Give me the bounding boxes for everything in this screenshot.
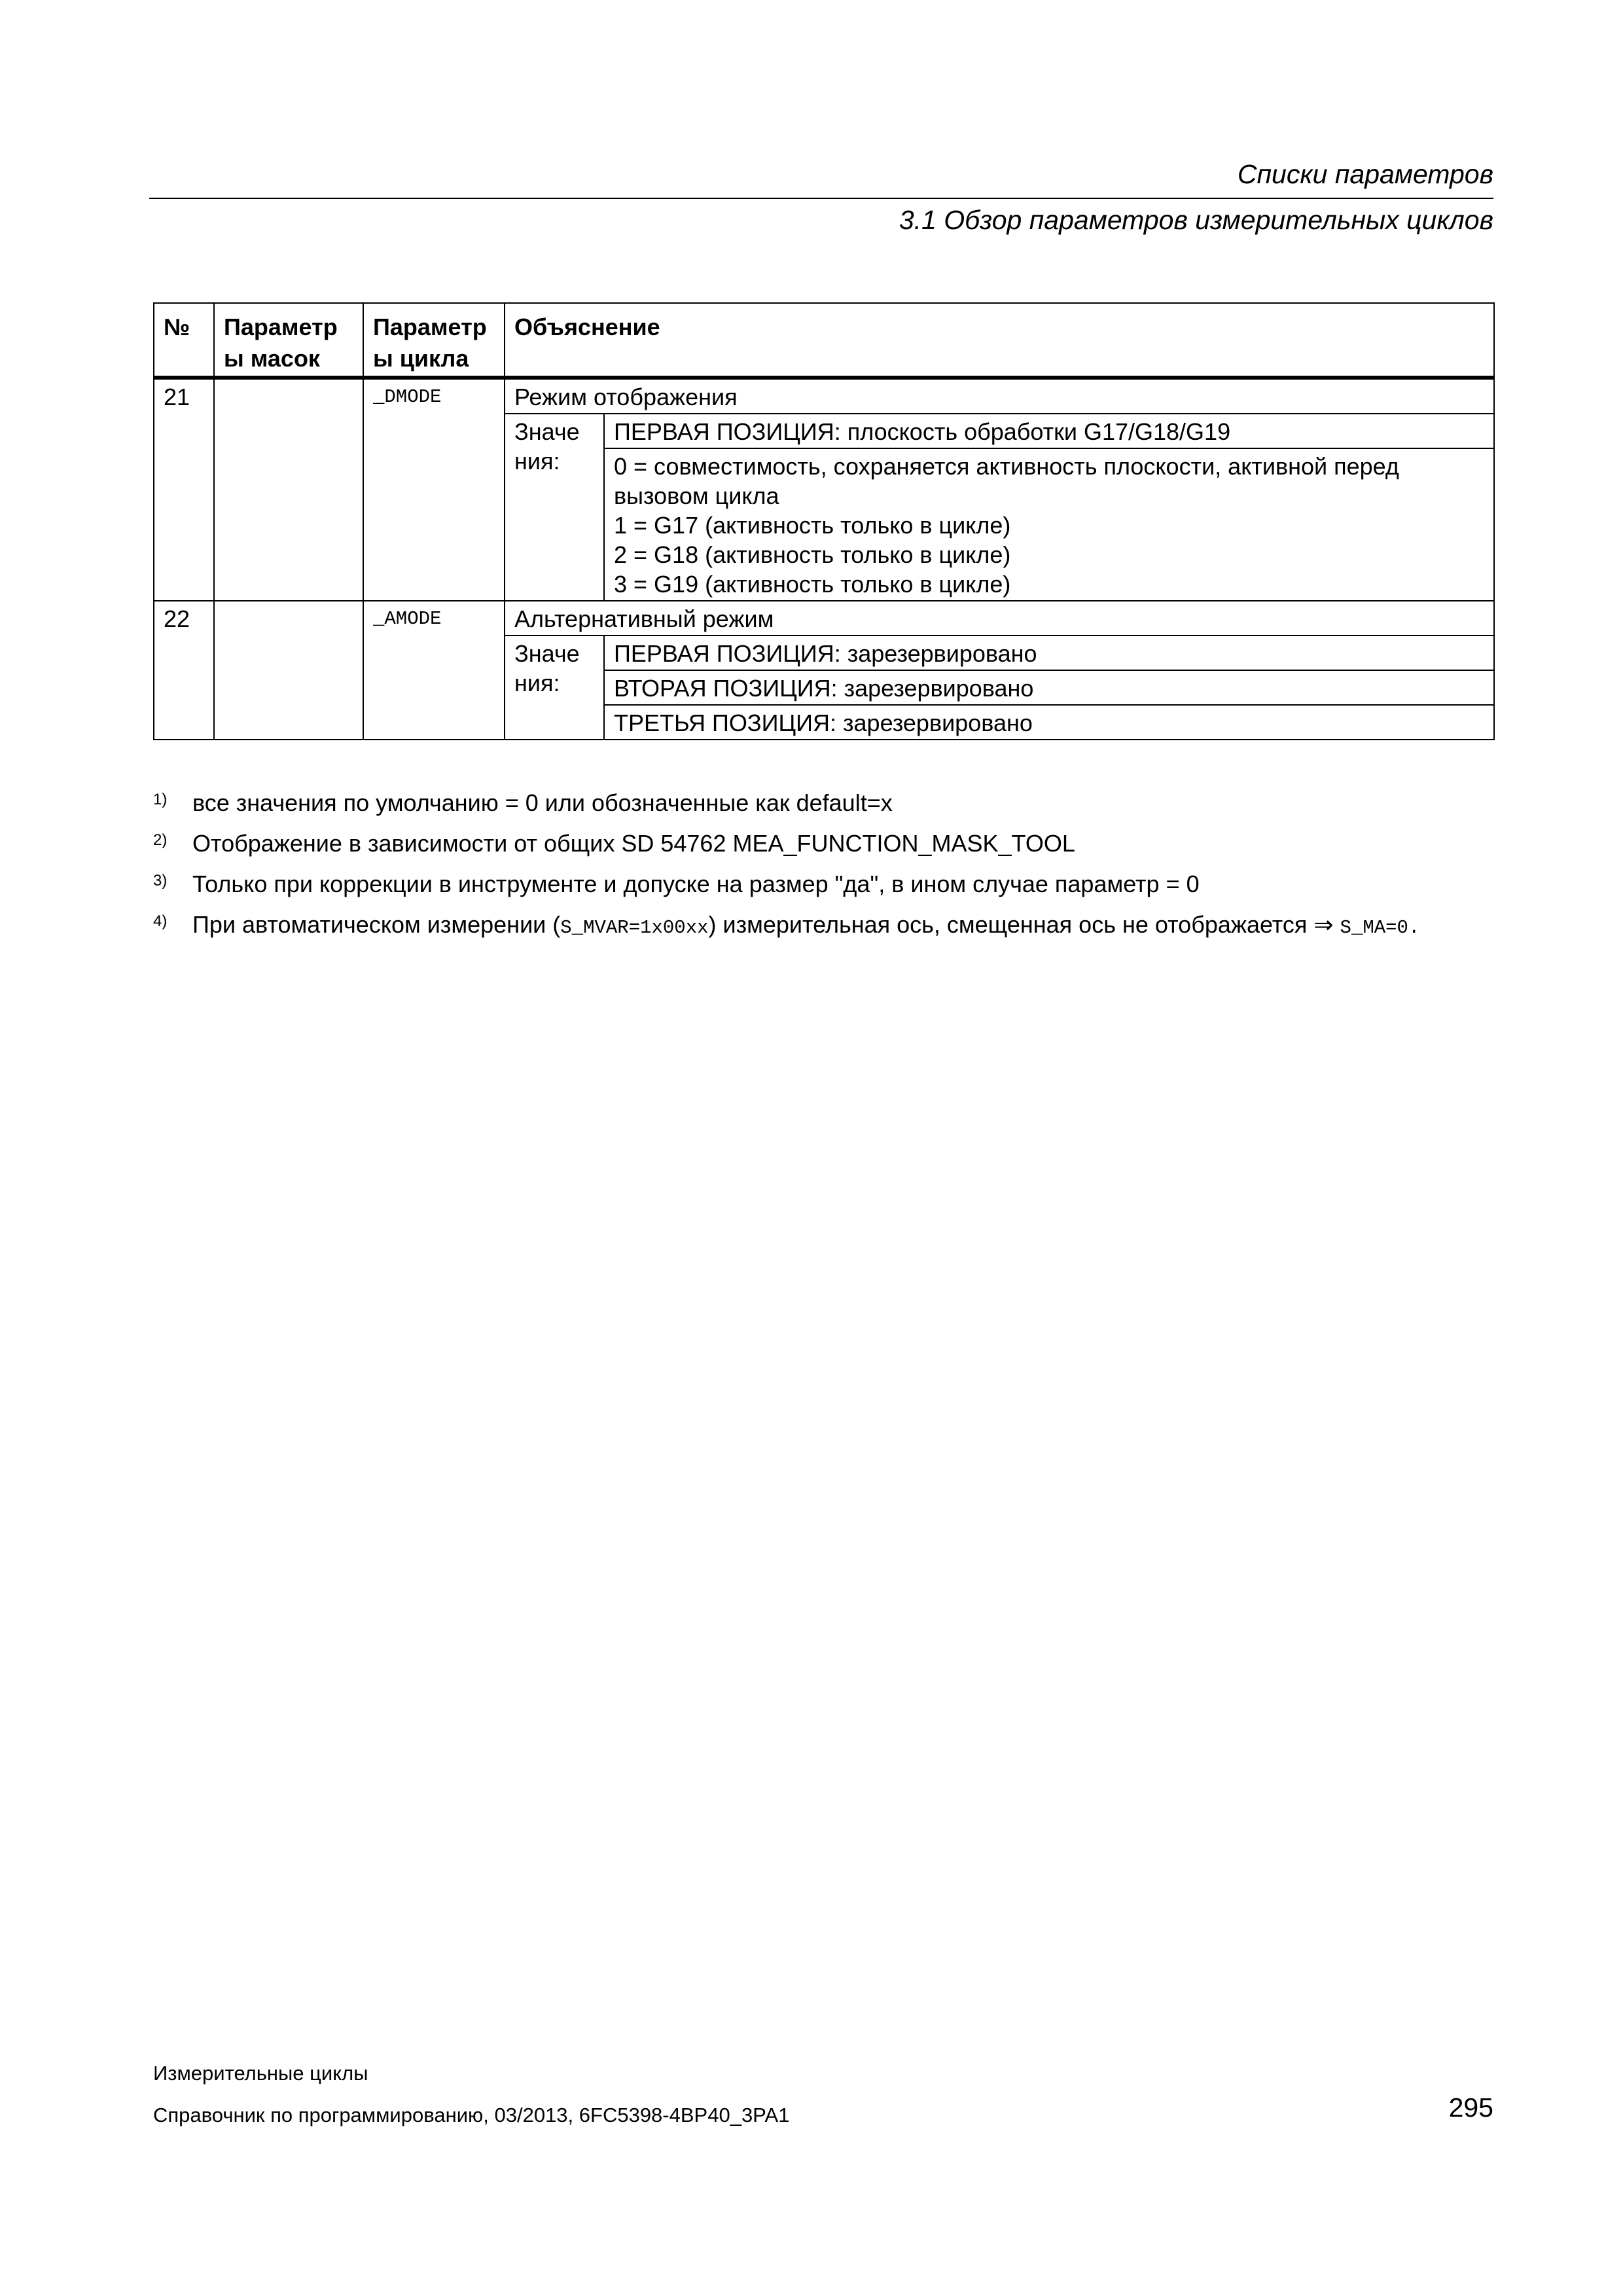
value-line: 3 = G19 (активность только в цикле) <box>614 571 1011 598</box>
footer-document-info: Справочник по программированию, 03/2013, 6FC5398-4BP40_3PA1 <box>153 2104 790 2126</box>
footnote-text: все значения по умолчанию = 0 или обозначенные как default=x <box>192 789 893 816</box>
mask-param-cell <box>214 378 363 601</box>
column-header-explanation: Объяснение <box>505 303 1494 378</box>
value-line: 1 = G17 (активность только в цикле) <box>614 512 1011 539</box>
cycle-param-cell: _AMODE <box>363 601 505 740</box>
footer-document-title: Измерительные циклы <box>153 2062 368 2085</box>
value-cell: ТРЕТЬЯ ПОЗИЦИЯ: зарезервировано <box>604 705 1494 740</box>
footnote-code: S_MA=0. <box>1340 917 1420 939</box>
parameters-table <box>153 302 1495 740</box>
footnote-mark: 1) <box>153 791 168 808</box>
column-header-mask-params: Параметр ы масок <box>214 303 363 378</box>
footnote <box>153 864 1501 905</box>
footnote <box>153 783 1501 823</box>
value-line: 0 = совместимость, сохраняется активность плоскости, активной перед вызовом цикла <box>614 453 1399 509</box>
table-row <box>154 378 1494 414</box>
footnote <box>153 905 1501 945</box>
mask-param-cell <box>214 601 363 740</box>
row-number: 22 <box>154 601 214 740</box>
cycle-param-cell: _DMODE <box>363 378 505 601</box>
footnote-mark: 4) <box>153 912 168 930</box>
page-number: 295 <box>1448 2092 1493 2123</box>
value-cell <box>604 448 1494 601</box>
values-label: Значе ния: <box>505 636 604 740</box>
value-cell: ПЕРВАЯ ПОЗИЦИЯ: плоскость обработки G17/G18/G19 <box>604 414 1494 448</box>
footnote-text-part: При автоматическом измерении ( <box>192 911 561 938</box>
values-label: Значе ния: <box>505 414 604 601</box>
footnote <box>153 823 1501 864</box>
table-header-row <box>154 303 1494 378</box>
footnote-text: Отображение в зависимости от общих SD 54762 MEA_FUNCTION_MASK_TOOL <box>192 830 1075 857</box>
footnote-text <box>192 905 1419 948</box>
explanation-cell: Альтернативный режим <box>505 601 1494 636</box>
footnote-mark: 3) <box>153 872 168 889</box>
footnote-mark: 2) <box>153 831 168 849</box>
explanation-cell: Режим отображения <box>505 378 1494 414</box>
footnotes <box>153 783 1501 945</box>
table-row <box>154 601 1494 636</box>
column-header-cycle-params: Параметр ы цикла <box>363 303 505 378</box>
value-cell: ВТОРАЯ ПОЗИЦИЯ: зарезервировано <box>604 670 1494 705</box>
header-divider <box>149 198 1493 199</box>
column-header-number: № <box>154 303 214 378</box>
value-line: 2 = G18 (активность только в цикле) <box>614 541 1011 568</box>
row-number: 21 <box>154 378 214 601</box>
section-title: 3.1 Обзор параметров измерительных циклов <box>899 205 1493 235</box>
footnote-code: S_MVAR=1x00xx <box>560 917 709 939</box>
value-cell: ПЕРВАЯ ПОЗИЦИЯ: зарезервировано <box>604 636 1494 670</box>
footnote-text: Только при коррекции в инструменте и допуске на размер "да", в ином случае параметр = 0 <box>192 870 1200 897</box>
footnote-text-part: ) измерительная ось, смещенная ось не отображается ⇒ <box>708 911 1340 938</box>
chapter-title: Списки параметров <box>1237 159 1493 189</box>
